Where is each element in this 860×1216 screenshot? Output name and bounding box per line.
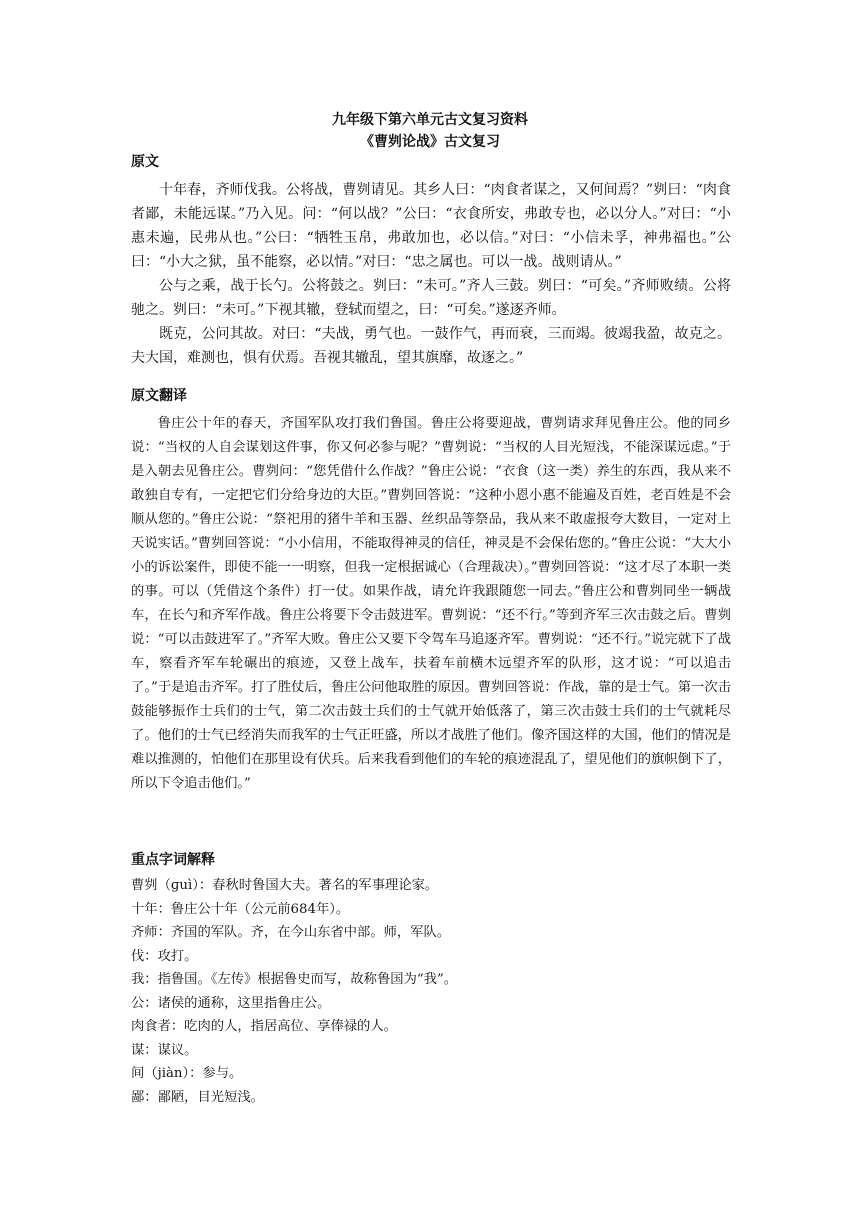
original-paragraph: 公与之乘，战于长勺。公将鼓之。刿曰：“未可。”齐人三鼓。刿曰：“可矣。”齐师败绩。公将驰之。刿曰：“未可。”下视其辙，登轼而望之，曰：“可矣。”遂逐齐师。 — [131, 278, 731, 318]
vocabulary-heading: 重点字词解释 — [131, 852, 215, 868]
vocabulary-list — [131, 874, 751, 1109]
original-paragraph: 既克，公问其故。对曰：“夫战，勇气也。一鼓作气，再而衰，三而竭。彼竭我盈，故克之。夫大国，难测也，惧有伏焉。吾视其辙乱，望其旗靡，故逐之。” — [131, 326, 731, 366]
vocabulary-item: 齐师：齐国的军队。齐，在今山东省中部。师，军队。 — [131, 925, 451, 940]
vocabulary-item: 伐：攻打。 — [131, 948, 198, 964]
translation-paragraph: 鲁庄公十年的春天，齐国军队攻打我们鲁国。鲁庄公将要迎战，曹刿请求拜见鲁庄公。他的同乡说：“当权的人自会谋划这件事，你又何必参与呢？”曹刿说：“当权的人目光短浅，不能深谋远虑。”于是入朝去见鲁庄公。曹刿问：“您凭借什么作战？”鲁庄公说：“衣食（这一类）养生的东西，我从来不敢独自专有，一定把它们分给身边的大臣。”曹刿回答说：“这种小恩小惠不能遍及百姓，老百姓是不会顺从您的。”鲁庄公说：“祭祀用的猪牛羊和玉器、丝织品等祭品，我从来不敢虚报夸大数目，一定对上天说实话。”曹刿回答说：“小小信用，不能取得神灵的信任，神灵是不会保佑您的。”鲁庄公说：“大大小小的诉讼案件，即使不能一一明察，但我一定根据诚心（合理裁决）。”曹刿回答说：“这才尽了本职一类的事。可以（凭借这个条件）打一仗。如果作战，请允许我跟随您一同去。”鲁庄公和曹刿同坐一辆战车，在长勺和齐军作战。鲁庄公将要下令击鼓进军。曹刿说：“还不行。”等到齐军三次击鼓之后。曹刿说：“可以击鼓进军了。”齐军大败。鲁庄公又要下令驾车马追逐齐军。曹刿说：“还不行。”说完就下了战车，察看齐军车轮碾出的痕迹，又登上战车，扶着车前横木远望齐军的队形，这才说：“可以追击了。”于是追击齐军。打了胜仗后，鲁庄公问他取胜的原因。曹刿回答说：作战，靠的是士气。第一次击鼓能够振作士兵们的士气，第二次击鼓士兵们的士气就开始低落了，第三次击鼓士兵们的士气就耗尽了。他们的士气已经消失而我军的士气正旺盛，所以才战胜了他们。像齐国这样的大国，他们的情况是难以推测的，怕他们在那里设有伏兵。后来我看到他们的车轮的痕迹混乱了，望见他们的旗帜倒下了，所以下令追击他们。” — [131, 416, 731, 791]
original-paragraph: 十年春，齐师伐我。公将战，曹刿请见。其乡人曰：“肉食者谋之，又何间焉？”刿曰：“肉食者鄙，未能远谋。”乃入见。问：“何以战？”公曰：“衣食所安，弗敢专也，必以分人。”对曰：“小惠未遍，民弗从也。”公曰：“牺牲玉帛，弗敢加也，必以信。”对曰：“小信未孚，神弗福也。”公曰：“小大之狱，虽不能察，必以情。”对曰：“忠之属也。可以一战。战则请从。” — [131, 182, 731, 270]
vocabulary-item: 谋：谋议。 — [131, 1042, 198, 1058]
vocabulary-item: 曹刿（ɡuì）：春秋时鲁国大夫。著名的军事理论家。 — [131, 878, 439, 893]
original-heading: 原文 — [131, 154, 159, 170]
translation-text — [131, 412, 731, 796]
document-title: 九年级下第六单元古文复习资料 — [332, 112, 528, 128]
document-subtitle: 《曹刿论战》古文复习 — [360, 134, 500, 150]
vocabulary-item: 肉食者：吃肉的人，指居高位、享俸禄的人。 — [131, 1019, 397, 1034]
vocabulary-item: 间（jiàn）：参与。 — [131, 1066, 243, 1081]
vocabulary-item: 我：指鲁国。《左传》根据鲁史而写，故称鲁国为“我”。 — [131, 972, 458, 987]
original-text — [131, 178, 731, 370]
vocabulary-item: 公：诸侯的通称，这里指鲁庄公。 — [131, 995, 331, 1011]
translation-heading: 原文翻译 — [131, 388, 187, 404]
vocabulary-item: 鄙：鄙陋，目光短浅。 — [131, 1089, 264, 1105]
vocabulary-item: 十年：鲁庄公十年（公元前684年）。 — [131, 901, 350, 917]
